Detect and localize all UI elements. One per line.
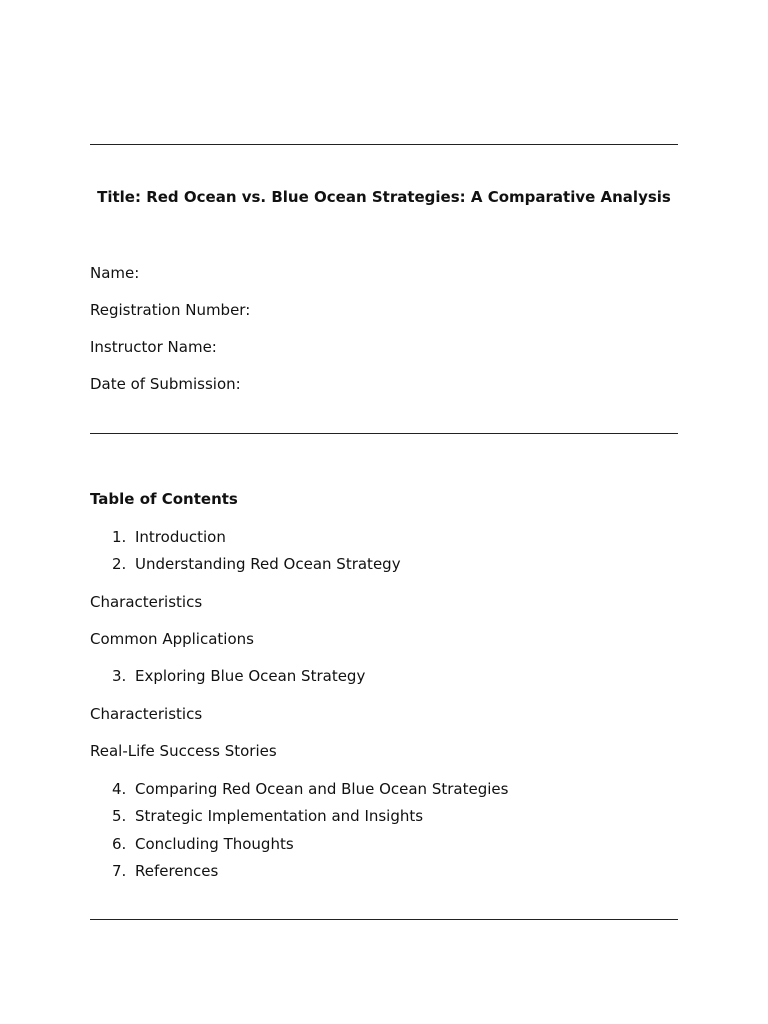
toc-item-text: References: [135, 862, 219, 880]
toc-item-text: Understanding Red Ocean Strategy: [135, 555, 401, 573]
toc-item: [112, 528, 226, 546]
toc-item: [112, 862, 218, 880]
toc-item-number: 4.: [112, 780, 127, 798]
toc-item-number: 1.: [112, 528, 127, 546]
toc-item-number: 5.: [112, 807, 127, 825]
toc-item-text: Concluding Thoughts: [135, 835, 294, 853]
toc-item-number: 2.: [112, 555, 127, 573]
toc-item-number: 7.: [112, 862, 127, 880]
middle-divider: [90, 433, 678, 434]
toc-item-number: 6.: [112, 835, 127, 853]
toc-subitem: Characteristics: [90, 705, 203, 723]
instructor-name-field-label: Instructor Name:: [90, 338, 217, 356]
toc-item: [112, 835, 294, 853]
toc-item-number: 3.: [112, 667, 127, 685]
date-of-submission-field-label: Date of Submission:: [90, 375, 241, 393]
toc-subitem: Common Applications: [90, 630, 254, 648]
toc-item: [112, 667, 365, 685]
bottom-divider: [90, 919, 678, 920]
toc-item-text: Comparing Red Ocean and Blue Ocean Strategies: [135, 780, 509, 798]
toc-item-text: Strategic Implementation and Insights: [135, 807, 424, 825]
top-divider: [90, 144, 678, 145]
toc-item-text: Exploring Blue Ocean Strategy: [135, 667, 366, 685]
toc-item: [112, 807, 423, 825]
name-field-label: Name:: [90, 264, 140, 282]
toc-item: [112, 780, 508, 798]
toc-item: [112, 555, 401, 573]
toc-item-text: Introduction: [135, 528, 226, 546]
toc-subitem: Real-Life Success Stories: [90, 742, 277, 760]
toc-subitem: Characteristics: [90, 593, 203, 611]
document-title: Title: Red Ocean vs. Blue Ocean Strategies: A Comparative Analysis: [97, 188, 671, 206]
registration-number-field-label: Registration Number:: [90, 301, 251, 319]
toc-heading: Table of Contents: [90, 490, 238, 508]
